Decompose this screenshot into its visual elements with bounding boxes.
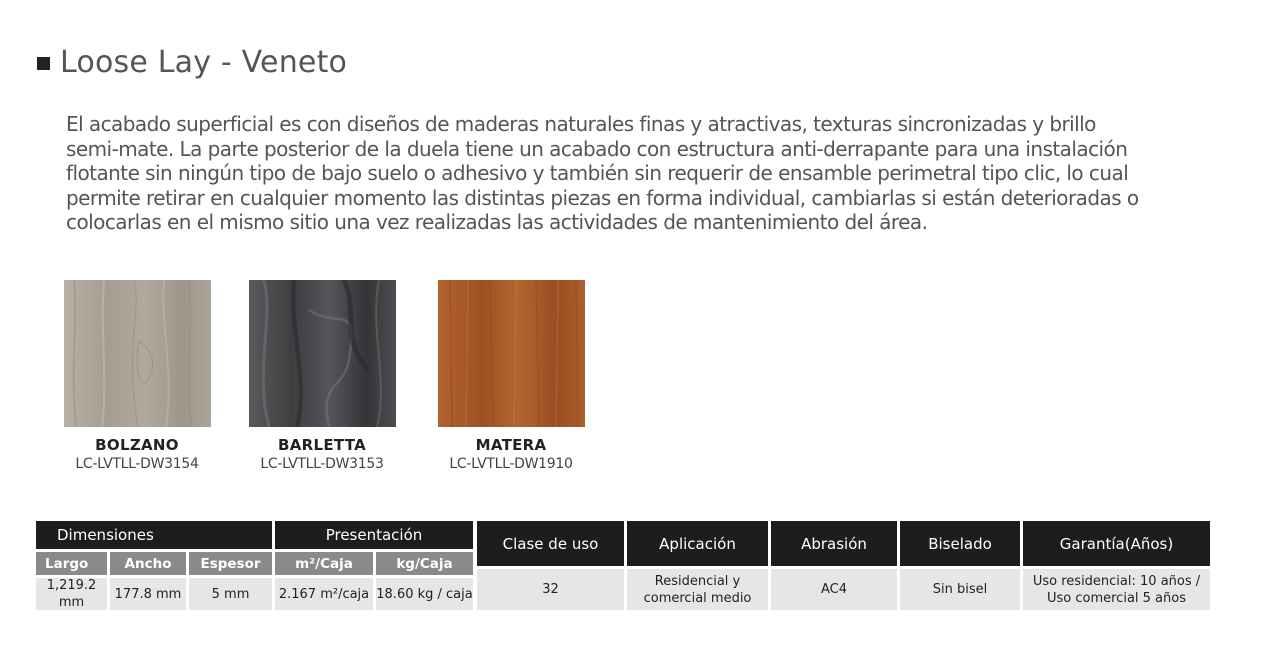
page-header	[37, 40, 347, 84]
header-dimensiones: Dimensiones	[36, 521, 272, 549]
value-kg-caja: 18.60 kg / caja	[376, 578, 473, 610]
product-name: BOLZANO	[95, 436, 179, 454]
header-aplicacion: Aplicación	[627, 521, 768, 566]
value-aplicacion-line: comercial medio	[643, 590, 752, 606]
header-abrasion: Abrasión	[771, 521, 897, 566]
value-abrasion: AC4	[771, 569, 897, 610]
header-presentacion: Presentación	[275, 521, 473, 549]
value-espesor: 5 mm	[189, 578, 272, 610]
description-line: El acabado superficial es con diseños de maderas naturales finas y atractivas, texturas sincronizadas y brillo	[66, 112, 1096, 136]
value-garantia	[1023, 569, 1210, 610]
value-m2-caja: 2.167 m²/caja	[275, 578, 373, 610]
description-line: permite retirar en cualquier momento las distintas piezas en forma individual, cambiarlas si están deterioradas o	[66, 185, 1139, 210]
header-biselado: Biselado	[900, 521, 1020, 566]
product-card-matera	[411, 280, 611, 472]
wood-swatch-image-bolzano	[64, 280, 211, 427]
subheader-kg-caja: kg/Caja	[376, 552, 473, 575]
value-biselado: Sin bisel	[900, 569, 1020, 610]
value-ancho: 177.8 mm	[110, 578, 186, 610]
product-card-bolzano	[37, 280, 237, 472]
header-clase-de-uso: Clase de uso	[477, 521, 624, 566]
product-card-barletta	[222, 280, 422, 472]
value-clase-de-uso: 32	[477, 569, 624, 610]
value-largo: 1,219.2 mm	[36, 578, 107, 610]
subheader-ancho: Ancho	[110, 552, 186, 575]
description-line: flotante sin ningún tipo de bajo suelo o adhesivo y también sin requerir de ensamble perimetral tipo clic, lo cual	[66, 161, 1129, 186]
value-aplicacion-line: Residencial y	[654, 573, 741, 589]
wood-swatch-image-matera	[438, 280, 585, 427]
product-code: LC-LVTLL-DW3154	[75, 456, 199, 472]
description-line: semi-mate. La parte posterior de la duela tiene un acabado con estructura anti-derrapante para una instalación	[66, 136, 1128, 161]
product-name: BARLETTA	[277, 436, 367, 454]
value-garantia-line: Uso residencial: 10 años /	[1032, 573, 1201, 589]
product-name: MATERA	[475, 436, 547, 454]
value-garantia-line: Uso comercial 5 años	[1046, 590, 1186, 606]
page-title: Loose Lay - Veneto	[60, 44, 348, 80]
product-code: LC-LVTLL-DW3153	[260, 456, 384, 472]
subheader-largo: Largo	[36, 552, 107, 575]
product-description	[66, 112, 1241, 235]
value-aplicacion	[627, 569, 768, 610]
wood-swatch-image-barletta	[249, 280, 396, 427]
product-code: LC-LVTLL-DW1910	[449, 456, 573, 472]
subheader-espesor: Espesor	[189, 552, 272, 575]
subheader-m2-caja: m²/Caja	[275, 552, 373, 575]
title-bullet-square	[37, 57, 50, 70]
description-line: colocarlas en el mismo sitio una vez realizadas las actividades de mantenimiento del área.	[66, 210, 928, 235]
header-garantia: Garantía(Años)	[1023, 521, 1210, 566]
